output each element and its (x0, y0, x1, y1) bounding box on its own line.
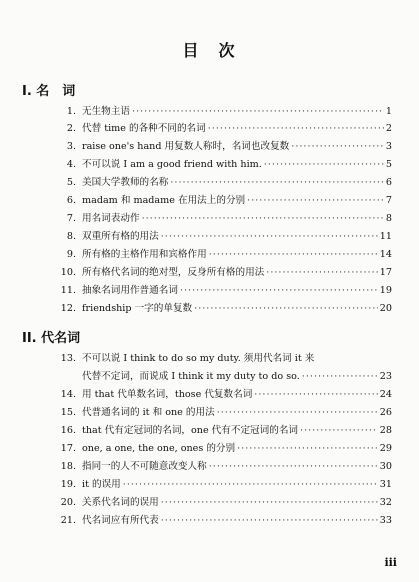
entry-page: 26 (379, 407, 392, 418)
entry-number: 10. (60, 267, 76, 278)
entry-number: 17. (60, 443, 76, 454)
entry-page: 23 (379, 371, 392, 382)
entry-page: 11 (379, 231, 392, 242)
toc-entry[interactable] (58, 387, 392, 403)
entry-page: 32 (379, 497, 392, 508)
toc-entry[interactable] (58, 301, 392, 317)
entry-title: 用 that 代单数名词，those 代复数名词 (82, 389, 253, 400)
entry-title: 不可以说 I think to do so my duty. 须用代名词 it 来 (82, 353, 315, 364)
entry-number: 11. (60, 285, 76, 296)
entry-title: 抽象名词用作普通名词 (82, 285, 178, 296)
toc-entry[interactable] (58, 459, 392, 475)
section-header-nouns: I. 名 词 (22, 84, 76, 99)
leader-dots (291, 139, 384, 155)
toc-entry[interactable] (58, 104, 392, 120)
leader-dots (132, 104, 384, 120)
entry-number: 7. (66, 213, 76, 224)
entry-title: 代名词应有所代表 (82, 515, 159, 526)
entry-page: 14 (379, 249, 392, 260)
entry-number: 21. (60, 515, 76, 526)
entry-title: 用名词表动作 (82, 213, 140, 224)
entry-page: 7 (385, 195, 392, 206)
toc-entry[interactable] (58, 513, 392, 529)
entry-title: 关系代名词的误用 (82, 497, 159, 508)
entry-title: 代普通名词的 it 和 one 的用法 (82, 407, 215, 418)
entry-number: 3. (66, 141, 76, 152)
entry-title: 双重所有格的用法 (82, 231, 159, 242)
leader-dots (300, 423, 378, 439)
toc-entry[interactable] (58, 351, 392, 367)
entry-title: madam 和 madame 在用法上的分别 (82, 195, 246, 206)
entry-title: 所有格的主格作用和宾格作用 (82, 249, 207, 260)
entry-number: 5. (66, 177, 76, 188)
toc-entry-continued[interactable] (82, 369, 392, 385)
entry-page: 19 (379, 285, 392, 296)
page-number: iii (384, 556, 397, 569)
entry-title: 美国大学教师的名称 (82, 177, 169, 188)
entry-page: 31 (379, 479, 392, 490)
leader-dots (237, 441, 378, 457)
toc-entry[interactable] (58, 265, 392, 281)
leader-dots (170, 175, 384, 191)
entry-page: 33 (379, 515, 392, 526)
entry-number: 14. (60, 389, 76, 400)
leader-dots (208, 121, 384, 137)
toc-entry[interactable] (58, 441, 392, 457)
entry-title: it 的误用 (82, 479, 121, 490)
entry-number: 8. (66, 231, 76, 242)
leader-dots (161, 513, 378, 529)
page-title: 目 次 (182, 41, 237, 60)
toc-entry[interactable] (58, 495, 392, 511)
toc-entry[interactable] (58, 405, 392, 421)
entry-title: 指同一的人不可随意改变人称 (82, 461, 207, 472)
entry-page: 5 (385, 159, 392, 170)
entry-title: that 代有定冠词的名词，one 代有不定冠词的名词 (82, 425, 299, 436)
entry-number: 16. (60, 425, 76, 436)
leader-dots (161, 229, 378, 245)
entry-number: 18. (60, 461, 76, 472)
leader-dots (194, 301, 378, 317)
leader-dots (142, 211, 384, 227)
leader-dots (247, 193, 384, 209)
entry-page: 1 (385, 106, 392, 117)
entry-page: 17 (379, 267, 392, 278)
entry-title: one, a one, the one, ones 的分别 (82, 443, 236, 454)
entry-number: 19. (60, 479, 76, 490)
leader-dots (266, 265, 378, 281)
entry-page: 2 (385, 123, 392, 134)
entry-number: 2. (66, 123, 76, 134)
entry-title: 所有格代名词的绝对型，反身所有格的用法 (82, 267, 265, 278)
toc-entry[interactable] (58, 211, 392, 227)
section-header-pronouns: II. 代名词 (22, 331, 81, 346)
toc-entry[interactable] (58, 193, 392, 209)
entry-number: 4. (66, 159, 76, 170)
toc-entry[interactable] (58, 175, 392, 191)
leader-dots (180, 283, 378, 299)
toc-entry[interactable] (58, 121, 392, 137)
leader-dots (123, 477, 378, 493)
entry-number: 15. (60, 407, 76, 418)
toc-entry[interactable] (58, 139, 392, 155)
toc-entry[interactable] (58, 283, 392, 299)
entry-title: raise one's hand 用复数人称时，名词也改复数 (82, 141, 290, 152)
entry-title-continued: 代替不定词，而说成 I think it my duty to do so. (82, 371, 300, 382)
toc-entry[interactable] (58, 423, 392, 439)
entry-page: 8 (385, 213, 392, 224)
entry-number: 13. (60, 353, 76, 364)
entry-number: 6. (66, 195, 76, 206)
entry-number: 20. (60, 497, 76, 508)
leader-dots (254, 387, 377, 403)
entry-page: 29 (379, 443, 392, 454)
leader-dots (217, 405, 378, 421)
entry-page: 6 (385, 177, 392, 188)
entry-page: 20 (379, 303, 392, 314)
entry-page: 3 (385, 141, 392, 152)
toc-entry[interactable] (58, 157, 392, 173)
leader-dots (209, 459, 378, 475)
entry-title: 无生物主语 (82, 106, 130, 117)
entry-title: 代替 time 的各种不同的名词 (82, 123, 206, 134)
toc-entry[interactable] (58, 229, 392, 245)
toc-entry[interactable] (58, 247, 392, 263)
entry-page: 24 (379, 389, 392, 400)
leader-dots (161, 495, 378, 511)
entry-title: 不可以说 I am a good friend with him. (82, 159, 262, 170)
leader-dots (264, 157, 384, 173)
leader-dots (302, 369, 378, 385)
toc-entry[interactable] (58, 477, 392, 493)
entry-number: 1. (66, 106, 76, 117)
entry-title: friendship 一字的单复数 (82, 303, 193, 314)
entry-page: 30 (379, 461, 392, 472)
leader-dots (209, 247, 378, 263)
entry-number: 9. (66, 249, 76, 260)
entry-page: 28 (379, 425, 392, 436)
entry-number: 12. (60, 303, 76, 314)
